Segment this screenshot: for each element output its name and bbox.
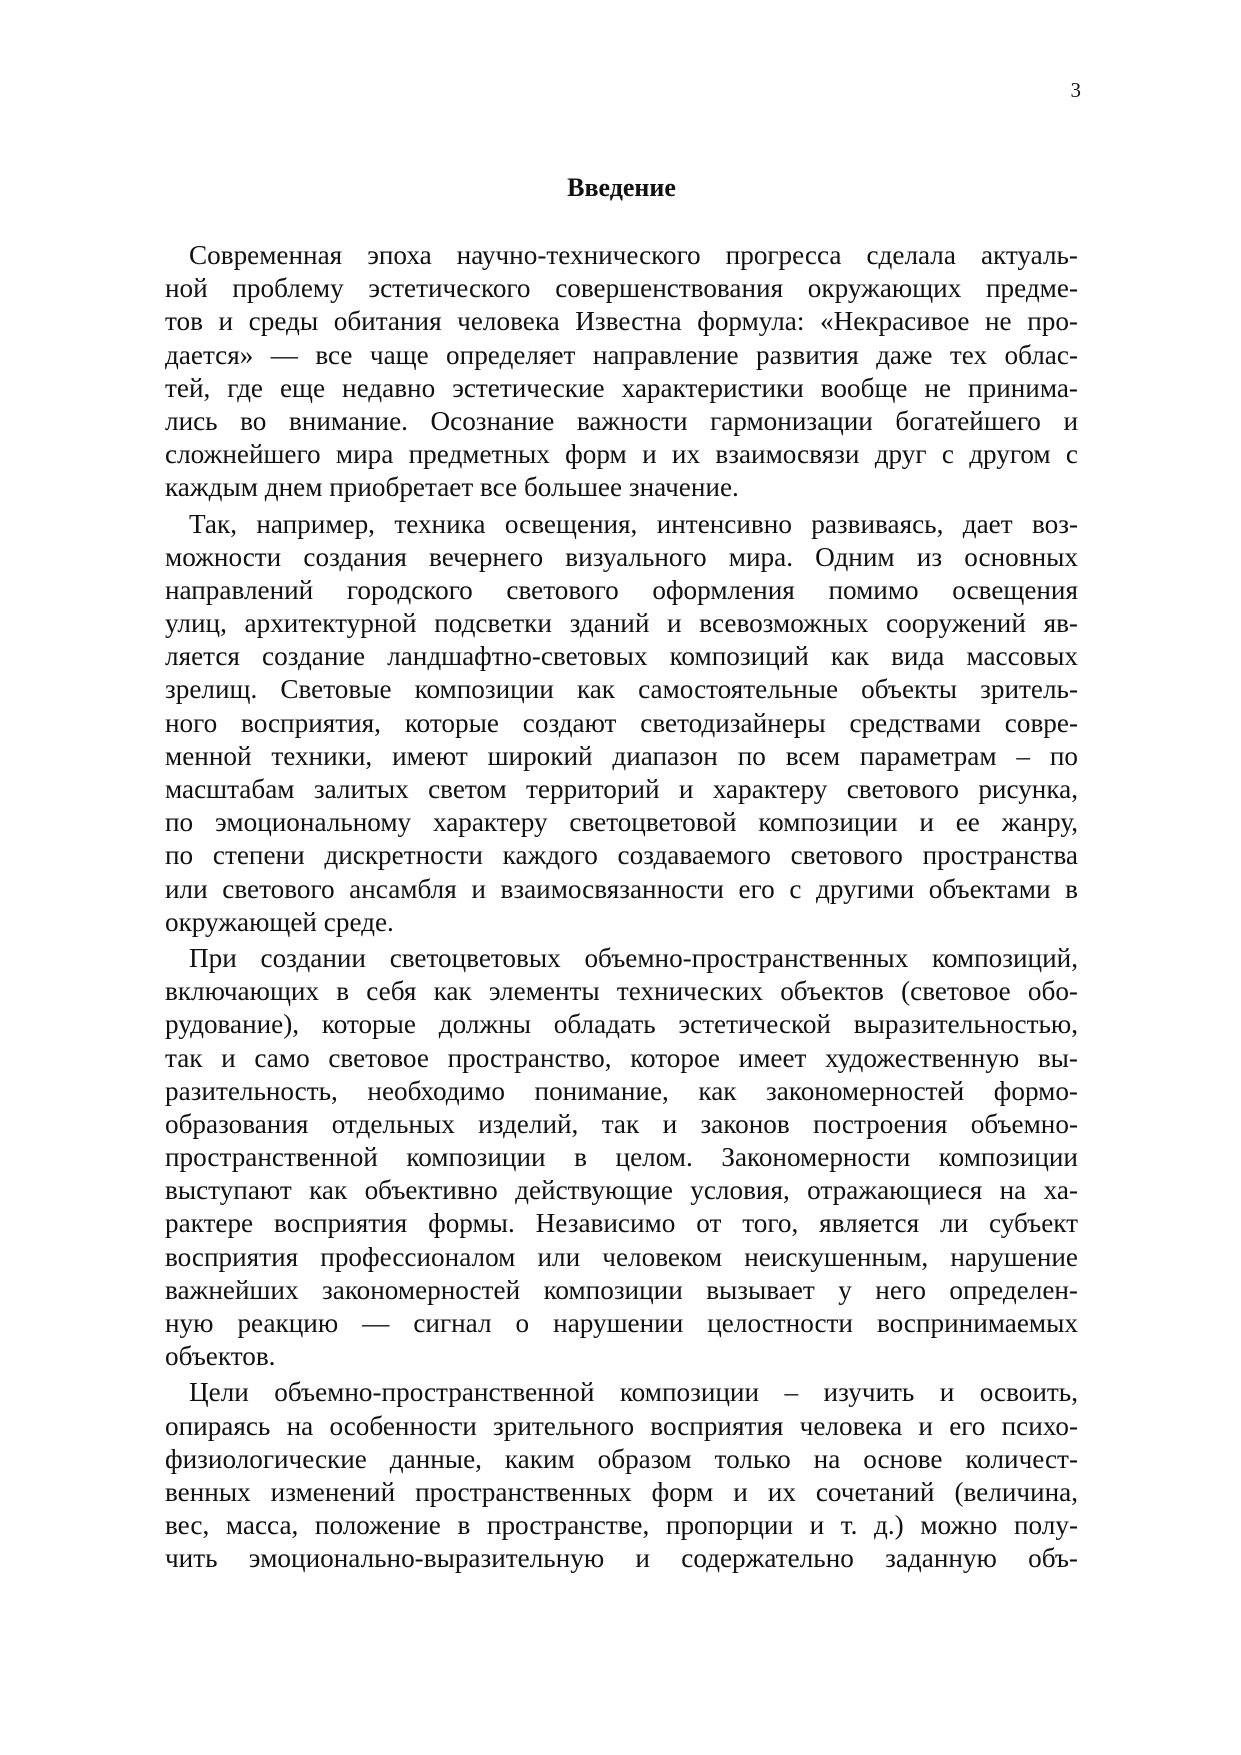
text-line: окружающей среде.	[165, 906, 394, 937]
text-line: важнейших закономерностей композиции вызывает у него определен-	[165, 1274, 1078, 1305]
text-line: вес, масса, положение в пространстве, пропорции и т. д.) можно полу-	[165, 1510, 1078, 1541]
text-line: дается» — все чаще определяет направление развития даже тех облас-	[165, 339, 1078, 370]
text-line: по эмоциональному характеру светоцветовой композиции и ее жанру,	[165, 807, 1078, 838]
text-line: по степени дискретности каждого создаваемого светового пространства	[165, 840, 1078, 871]
text-line: так и само световое пространство, которое имеет художественную вы-	[165, 1042, 1078, 1073]
text-line: направлений городского светового оформления помимо освещения	[165, 574, 1078, 605]
text-line: образования отдельных изделий, так и законов построения объемно-	[165, 1108, 1078, 1139]
text-line: венных изменений пространственных форм и их сочетаний (величина,	[165, 1476, 1078, 1507]
paragraph	[165, 239, 1078, 505]
paragraph	[165, 942, 1078, 1373]
document-body	[165, 239, 1078, 1576]
text-line: рактере восприятия формы. Независимо от того, является ли субъект	[165, 1208, 1078, 1239]
text-line: рудование), которые должны обладать эстетической выразительностью,	[165, 1009, 1078, 1040]
text-line: объектов.	[165, 1341, 276, 1372]
text-line: можности создания вечернего визуального мира. Одним из основных	[165, 541, 1078, 572]
paragraph	[165, 508, 1078, 939]
text-line: Современная эпоха научно-технического прогресса сделала актуаль-	[189, 240, 1078, 270]
text-line: физиологические данные, каким образом только на основе количест-	[165, 1443, 1078, 1474]
text-line: или светового ансамбля и взаимосвязанности его с другими объектами в	[165, 873, 1078, 904]
text-line: выступают как объективно действующие условия, отражающиеся на ха-	[165, 1175, 1078, 1206]
text-line: опираясь на особенности зрительного восприятия человека и его психо-	[165, 1410, 1078, 1441]
text-line: восприятия профессионалом или человеком неискушенным, нарушение	[165, 1241, 1078, 1272]
text-line: пространственной композиции в целом. Закономерности композиции	[165, 1142, 1078, 1173]
page-number: 3	[1070, 78, 1081, 102]
text-line: тов и среды обитания человека Известна формула: «Некрасивое не про-	[165, 306, 1078, 337]
text-line: ную реакцию — сигнал о нарушении целостности воспринимаемых	[165, 1308, 1078, 1338]
text-line: разительность, необходимо понимание, как закономерностей формо-	[165, 1075, 1078, 1106]
paragraph	[165, 1376, 1078, 1575]
text-line: включающих в себя как элементы технических объектов (световое обо-	[165, 976, 1078, 1007]
text-line: Цели объемно-пространственной композиции – изучить и освоить,	[189, 1377, 1078, 1408]
text-line: тей, где еще недавно эстетические характеристики вообще не принима-	[165, 372, 1078, 403]
text-line: зрелищ. Световые композиции как самостоятельные объекты зритель-	[165, 674, 1078, 705]
text-line: сложнейшего мира предметных форм и их взаимосвязи друг с другом с	[165, 439, 1078, 470]
text-line: каждым днем приобретает все большее значение.	[165, 472, 739, 503]
text-line: Так, например, техника освещения, интенсивно развиваясь, дает воз-	[189, 508, 1078, 539]
text-line: масштабам залитых светом территорий и характеру светового рисунка,	[165, 774, 1078, 804]
text-line: улиц, архитектурной подсветки зданий и всевозможных сооружений яв-	[165, 608, 1078, 639]
text-line: менной техники, имеют широкий диапазон по всем параметрам – по	[165, 740, 1078, 771]
text-line: лись во внимание. Осознание важности гармонизации богатейшего и	[165, 405, 1078, 436]
text-line: чить эмоционально-выразительную и содержательно заданную объ-	[165, 1543, 1078, 1574]
text-line: ной проблему эстетического совершенствования окружающих предме-	[165, 273, 1078, 304]
page-title: Введение	[567, 173, 676, 202]
text-line: При создании светоцветовых объемно-пространственных композиций,	[189, 942, 1078, 973]
text-line: ляется создание ландшафтно-световых композиций как вида массовых	[165, 641, 1078, 672]
text-line: ного восприятия, которые создают светодизайнеры средствами совре-	[165, 707, 1078, 738]
